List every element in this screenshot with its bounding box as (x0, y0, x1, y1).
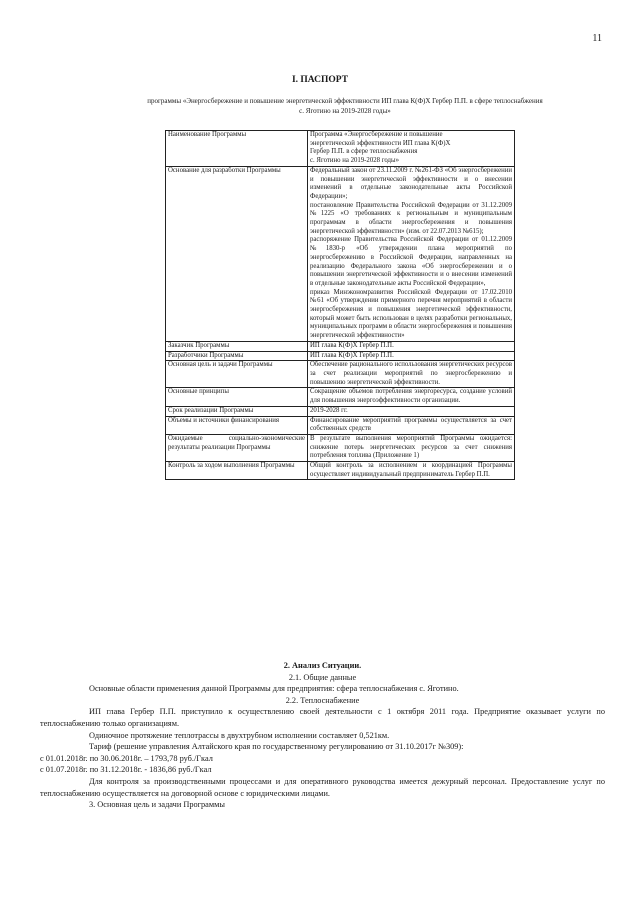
row-value: Финансирование мероприятий программы осуществляется за счет собственных средств (308, 416, 515, 434)
row-value-line: с. Яготино на 2019-2028 годы» (310, 157, 399, 165)
row-value-line: Программа «Энергосбережение и повышение (310, 131, 443, 138)
row-label: Основные принципы (166, 388, 308, 406)
subtitle-line: программы «Энергосбережение и повышение энергетической эффективности ИП глава К(Ф)Х Гербер П.П. в сфере теплоснабжения (147, 97, 543, 105)
row-value-line: распоряжение Правительства Российской Федерации от 01.12.2009 №1830-р «Об утверждении плана мероприятий по энергосбережению в Российской Федерации, направленных на реализацию Федерального закона «Об энергосбережении и о повышении энергетической эффективности и о внесении изменений в отдельные законодательные акты Российской Федерации», (310, 236, 512, 287)
table-row (166, 131, 515, 167)
section-analysis (40, 660, 605, 811)
section-heading: 2. Анализ Ситуации. (283, 661, 362, 670)
table-row (166, 388, 515, 406)
row-value-line: энергетической эффективности ИП глава К(Ф)Х (310, 139, 451, 147)
row-label: Основная цель и задачи Программы (166, 361, 308, 388)
row-label: Разработчики Программы (166, 351, 308, 361)
table-row (166, 434, 515, 461)
passport-table (165, 130, 515, 480)
page-title: I. ПАСПОРТ (291, 75, 349, 85)
row-value (308, 166, 515, 341)
row-value: Сокращение объемов потребления энергоресурса, создание условий для повышения энергоэффективности организации. (308, 388, 515, 406)
table-row (166, 406, 515, 416)
page-number: 11 (592, 33, 602, 44)
row-label: Ожидаемые социально-экономические результаты реализации Программы (166, 434, 308, 461)
table-row (166, 351, 515, 361)
row-label: Срок реализации Программы (166, 406, 308, 416)
table-row (166, 361, 515, 388)
table-row (166, 462, 515, 480)
table-row (166, 166, 515, 341)
row-value: Обеспечение рационального использования энергетических ресурсов за счет реализации мероприятий по энергосбережению и повышению энергетической эффективности. (308, 361, 515, 388)
row-label: Заказчик Программы (166, 341, 308, 351)
tariff-line: с 01.07.2018г. по 31.12.2018г. - 1836,86 руб./Гкал (40, 765, 212, 775)
row-value-line: Федеральный закон от 23.11.2009 г. №261-ФЗ «Об энергосбережении и повышении энергетической эффективности и о внесении изменений в отдельные законодательные акты Российской Федерации»; (310, 166, 512, 200)
row-label: Наименование Программы (166, 131, 308, 167)
subsection-heading: 2.1. Общие данные (288, 672, 357, 682)
row-value: В результате выполнения мероприятий Программы ожидается: снижение потерь энергетических ресурсов за счет снижения потребления топлива (Приложение 1) (308, 434, 515, 461)
row-label: Объемы и источники финансирования (166, 416, 308, 434)
program-subtitle (80, 96, 610, 116)
tariff-line: с 01.01.2018г. по 30.06.2018г. – 1793,78 руб./Гкал (40, 753, 213, 763)
row-value: 2019-2028 гг. (308, 406, 515, 416)
subsection-heading: 2.2. Теплоснабжение (285, 695, 360, 705)
row-label: Основание для разработки Программы (166, 166, 308, 341)
row-value: ИП глава К(Ф)Х Гербер П.П. (308, 341, 515, 351)
row-value-line: Гербер П.П. в сфере теплоснабжения (310, 148, 418, 156)
table-row (166, 341, 515, 351)
paragraph: Для контроля за производственными процессами и для оперативного руководства имеется дежурный персонал. Предоставление услуг по теплоснабжению осуществляется на договорной основе с юридическими лицами. (40, 776, 605, 798)
paragraph: ИП глава Гербер П.П. приступило к осуществлению своей деятельности с 1 октября 2011 года. Предприятие оказывает услуги по теплоснабжению только организациям. (40, 707, 605, 728)
table-row (166, 416, 515, 434)
paragraph: Тариф (решение управления Алтайского края по государственному регулированию от 31.10.2017г №309): (89, 742, 464, 752)
section-heading: 3. Основная цель и задачи Программы (89, 800, 225, 810)
paragraph: Одиночное протяжение теплотрассы в двухтрубном исполнении составляет 0,521км. (89, 730, 390, 740)
row-value-line: постановление Правительства Российской Федерации от 31.12.2009 №1225 «О требованиях к региональным и муниципальным программам в области энергосбережения и повышения энергетической эффективности» (изм. от 22.07.2013 №615); (310, 201, 512, 235)
row-value (308, 131, 515, 167)
row-label: Контроль за ходом выполнения Программы (166, 462, 308, 480)
subtitle-line: с. Яготино на 2019-2028 годы» (299, 107, 391, 115)
paragraph: Основные области применения данной Программы для предприятия: сфера теплоснабжения с. Яготино. (89, 684, 459, 694)
row-value: ИП глава К(Ф)Х Гербер П.П. (308, 351, 515, 361)
row-value: Общий контроль за исполнением и координацией Программы осуществляет индивидуальный предприниматель Гербер П.П. (308, 462, 515, 480)
row-value-line: приказ Минэкономразвития Российской Федерации от 17.02.2010 №61 «Об утверждении примерного перечня мероприятий в области энергосбережения и повышения энергетической эффективности, который может быть использован в целях разработки региональных, муниципальных программ в области энергосбережения и повышения энергетической эффективности» (310, 288, 512, 340)
